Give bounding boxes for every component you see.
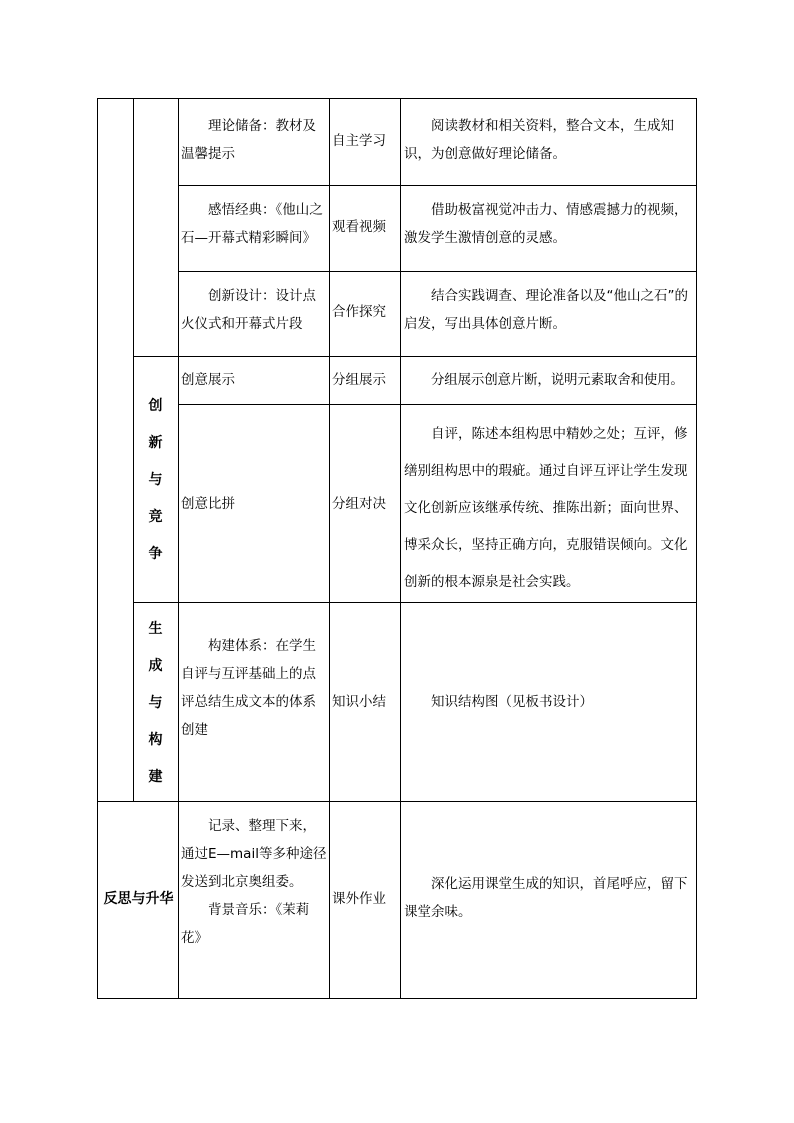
method-text: 分组展示 — [332, 372, 386, 388]
method-text: 自主学习 — [332, 133, 386, 149]
activity-text: 理论储备：教材及温馨提示 — [181, 118, 316, 162]
activity-text: 背景音乐：《茉莉花》 — [181, 902, 310, 946]
section-label-text: 创新与竞争 — [148, 398, 163, 562]
activity-text: 构建体系：在学生自评与互评基础上的点评总结生成文本的体系创建 — [181, 638, 316, 738]
activity-text: 创新设计：设计点火仪式和开幕式片段 — [181, 288, 316, 332]
method-text: 分组对决 — [332, 496, 386, 512]
intent-cell — [404, 870, 694, 926]
intent-text: 阅读教材和相关资料，整合文本，生成知识，为创意做好理论储备。 — [404, 118, 674, 162]
activity-text: 创意比拼 — [181, 496, 235, 512]
table-divider — [400, 98, 401, 999]
activity-text: 记录、整理下来，通过E—mail等多种途径发送到北京奥组委。 — [181, 818, 327, 890]
section-label-text: 反思与升华 — [103, 891, 174, 907]
activity-text: 创意展示 — [181, 372, 235, 388]
method-cell — [332, 127, 400, 155]
table-border-top — [97, 98, 697, 99]
table-divider — [178, 98, 179, 999]
table-divider — [178, 404, 697, 405]
activity-cell — [181, 632, 327, 744]
intent-cell — [404, 366, 696, 394]
method-text: 合作探究 — [332, 304, 386, 320]
method-text: 课外作业 — [332, 891, 386, 907]
method-text: 知识小结 — [332, 694, 386, 710]
intent-text: 深化运用课堂生成的知识，首尾呼应，留下课堂余味。 — [404, 876, 688, 920]
method-cell — [332, 885, 400, 913]
lesson-plan-table — [97, 98, 697, 999]
activity-cell — [181, 112, 327, 168]
intent-cell — [404, 416, 694, 601]
table-divider — [178, 271, 697, 272]
intent-text: 知识结构图（见板书设计） — [431, 694, 593, 710]
activity-cell — [181, 282, 327, 338]
table-divider — [97, 801, 697, 802]
activity-cell — [181, 812, 327, 952]
table-border-right — [696, 98, 697, 999]
section-label-construct — [133, 611, 178, 796]
table-divider — [178, 185, 697, 186]
intent-cell — [404, 282, 694, 338]
activity-cell — [181, 366, 327, 394]
section-label-text: 生成与构建 — [148, 621, 163, 785]
intent-cell — [404, 196, 694, 252]
intent-cell — [404, 112, 694, 168]
method-cell — [332, 298, 400, 326]
intent-cell — [404, 688, 694, 716]
intent-text: 分组展示创意片断，说明元素取舍和使用。 — [431, 372, 684, 388]
intent-text: 借助极富视觉冲击力、情感震撼力的视频，激发学生激情创意的灵感。 — [404, 202, 688, 246]
method-cell — [332, 688, 400, 716]
table-border-left — [97, 98, 98, 999]
method-text: 观看视频 — [332, 219, 386, 235]
table-divider — [133, 356, 697, 357]
intent-text: 结合实践调查、理论准备以及“他山之石”的启发，写出具体创意片断。 — [404, 288, 688, 332]
method-cell — [332, 366, 400, 394]
activity-cell — [181, 490, 327, 518]
table-border-bottom — [97, 998, 697, 999]
section-label-innovation — [133, 388, 178, 573]
method-cell — [332, 490, 400, 518]
activity-text: 感悟经典：《他山之石—开幕式精彩瞬间》 — [181, 202, 323, 246]
intent-text: 自评，陈述本组构思中精妙之处；互评，修缮别组构思中的瑕疵。通过自评互评让学生发现文化创新应该继承传统、推陈出新；面向世界、博采众长，坚持正确方向，克服错误倾向。文化创新的根本源泉是社会实践。 — [404, 426, 688, 590]
table-divider — [329, 98, 330, 999]
method-cell — [332, 213, 400, 241]
activity-cell — [181, 196, 327, 258]
section-label-reflection — [99, 885, 178, 913]
table-divider — [133, 602, 697, 603]
